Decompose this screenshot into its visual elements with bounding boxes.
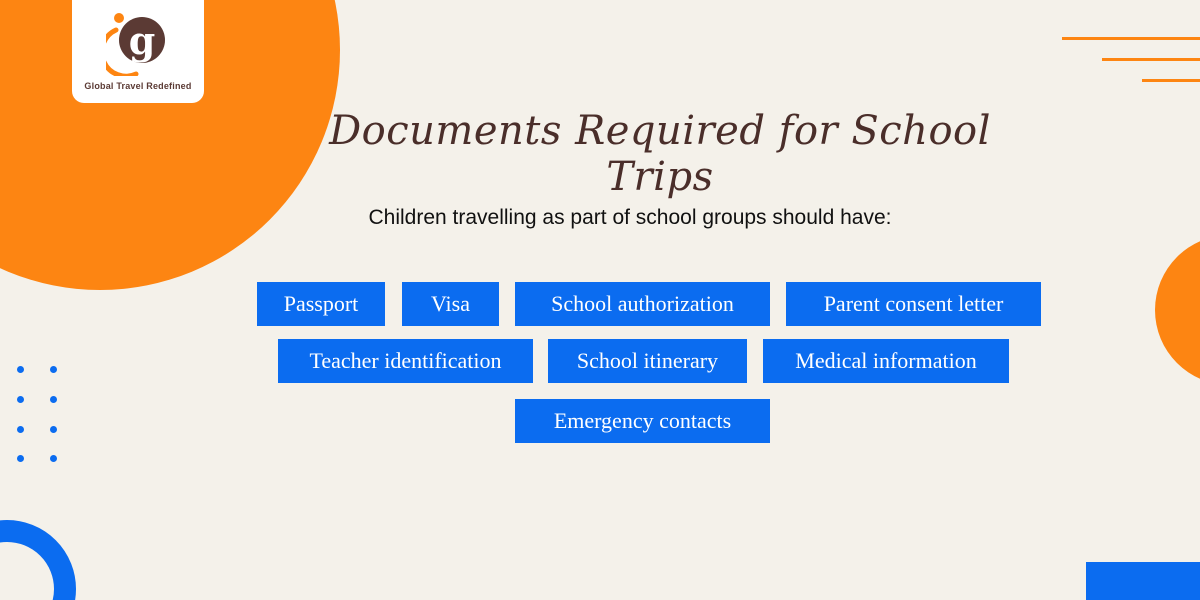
document-tag-emergency-contacts: Emergency contacts xyxy=(515,399,770,443)
orange-line-decoration xyxy=(1062,37,1200,40)
document-tag-visa: Visa xyxy=(402,282,499,326)
document-tag-parent-consent-letter: Parent consent letter xyxy=(786,282,1041,326)
page-subtitle: Children travelling as part of school groups should have: xyxy=(368,206,892,229)
dot xyxy=(17,455,24,462)
dot-grid-decoration xyxy=(17,366,63,464)
logo-card xyxy=(72,0,204,103)
orange-line-decoration xyxy=(1142,79,1200,82)
document-tag-medical-information: Medical information xyxy=(763,339,1009,383)
document-tag-school-itinerary: School itinerary xyxy=(548,339,747,383)
dot xyxy=(17,426,24,433)
dot xyxy=(50,366,57,373)
blue-ring-decoration xyxy=(0,520,76,600)
logo-letter: g xyxy=(128,18,156,63)
dot xyxy=(50,396,57,403)
brand-tagline: Global Travel Redefined xyxy=(84,81,192,91)
document-tag-teacher-identification: Teacher identification xyxy=(278,339,533,383)
dot xyxy=(50,426,57,433)
dot xyxy=(17,396,24,403)
orange-line-decoration xyxy=(1102,58,1200,61)
document-tag-passport: Passport xyxy=(257,282,385,326)
page-title: Documents Required for School Trips xyxy=(329,108,991,200)
brand-logo-icon xyxy=(106,8,170,76)
document-tag-school-authorization: School authorization xyxy=(515,282,770,326)
orange-half-circle-decoration xyxy=(1155,235,1200,385)
blue-block-decoration xyxy=(1086,562,1200,600)
dot xyxy=(50,455,57,462)
dot xyxy=(17,366,24,373)
